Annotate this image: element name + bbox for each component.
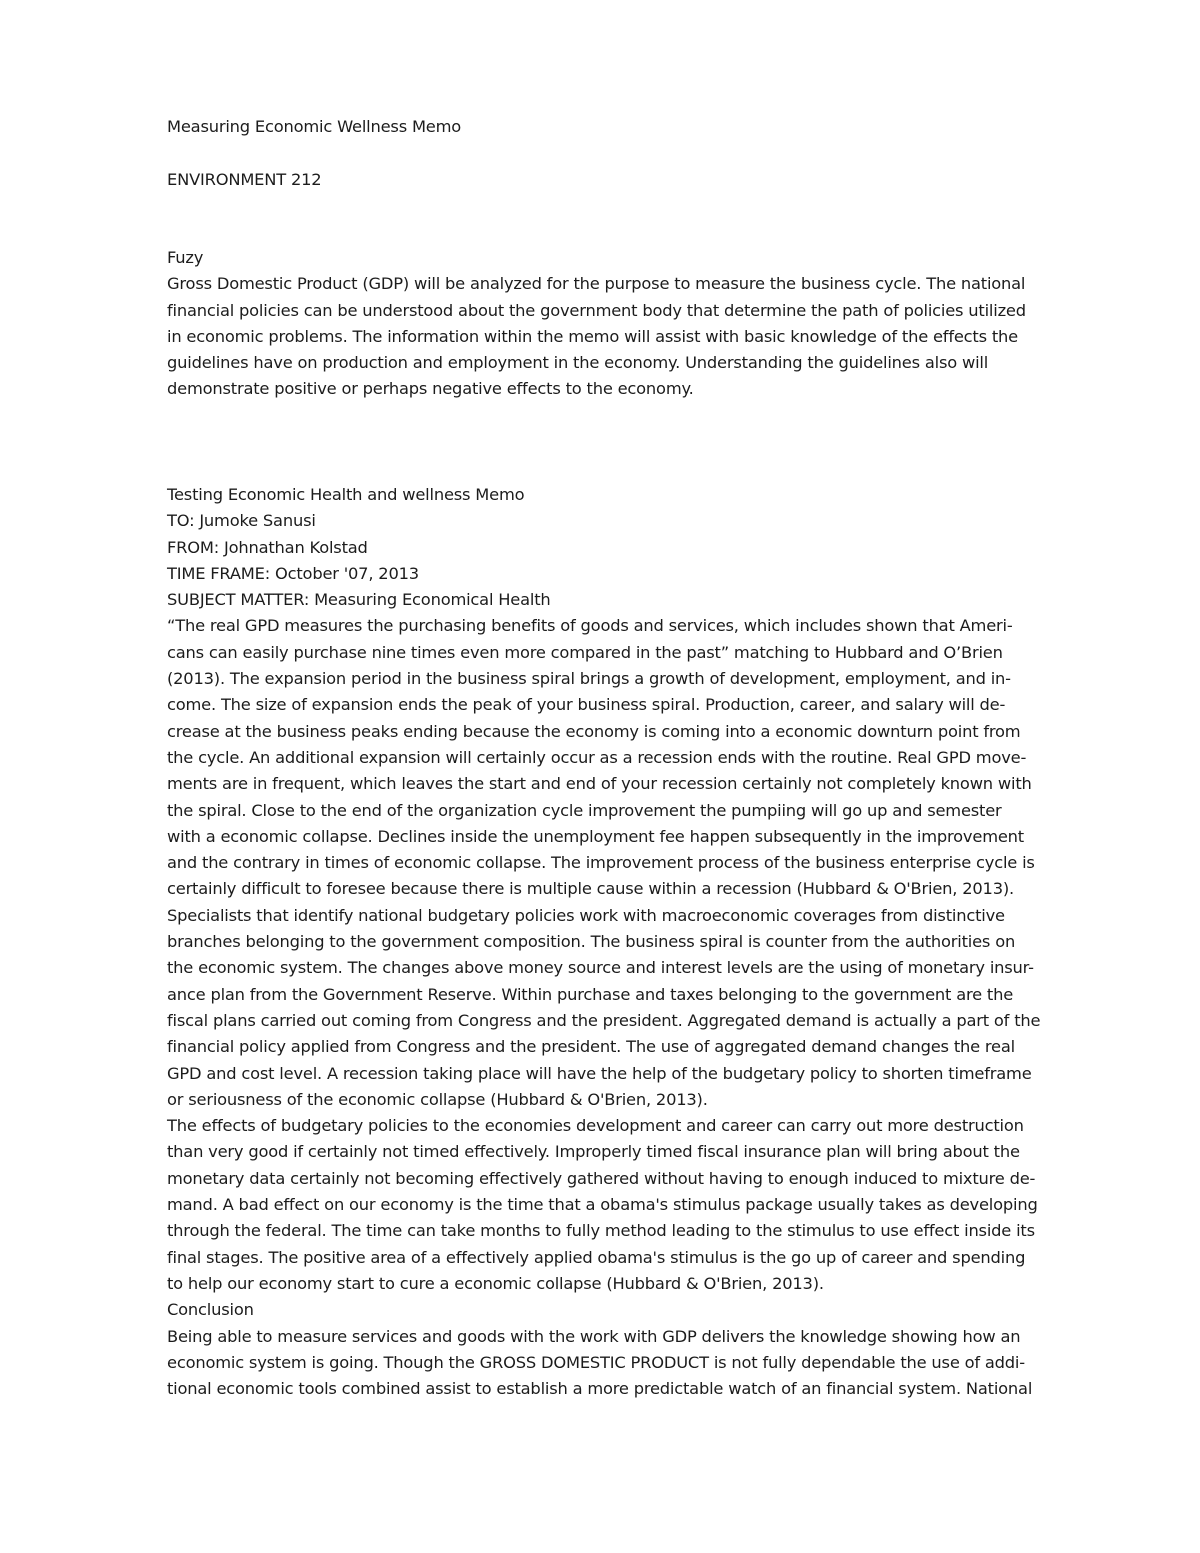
memo-line: FROM: Johnathan Kolstad bbox=[167, 537, 368, 557]
memo-line: ance plan from the Government Reserve. Within purchase and taxes belonging to the government are the bbox=[167, 984, 1014, 1004]
memo-line: “The real GPD measures the purchasing benefits of goods and services, which includes shown that Ameri- bbox=[167, 616, 1013, 636]
memo-line: branches belonging to the government composition. The business spiral is counter from the authorities on bbox=[167, 932, 1016, 952]
memo-line: financial policy applied from Congress and the president. The use of aggregated demand changes the real bbox=[167, 1037, 1015, 1057]
memo-line: come. The size of expansion ends the peak of your business spiral. Production, career, and salary will de- bbox=[167, 695, 1006, 715]
memo-line: fiscal plans carried out coming from Congress and the president. Aggregated demand is actually a part of the bbox=[167, 1010, 1041, 1030]
memo-line: the economic system. The changes above money source and interest levels are the using of monetary insur- bbox=[167, 958, 1034, 978]
intro-line: financial policies can be understood about the government body that determine the path of policies utilized bbox=[167, 300, 1026, 320]
memo-line: SUBJECT MATTER: Measuring Economical Health bbox=[167, 590, 551, 610]
memo-line: (2013). The expansion period in the business spiral brings a growth of development, employment, and in- bbox=[167, 669, 1011, 689]
intro-line: demonstrate positive or perhaps negative effects to the economy. bbox=[167, 379, 694, 399]
intro-line: in economic problems. The information within the memo will assist with basic knowledge of the effects the bbox=[167, 326, 1018, 346]
memo-line: through the federal. The time can take months to fully method leading to the stimulus to use effect inside its bbox=[167, 1221, 1035, 1241]
memo-line: mand. A bad effect on our economy is the time that a obama's stimulus package usually takes as developing bbox=[167, 1195, 1038, 1215]
memo-line: the cycle. An additional expansion will certainly occur as a recession ends with the routine. Real GPD move- bbox=[167, 747, 1027, 767]
memo-line: Specialists that identify national budgetary policies work with macroeconomic coverages from distinctive bbox=[167, 905, 1005, 925]
memo-line: final stages. The positive area of a effectively applied obama's stimulus is the go up of career and spending bbox=[167, 1247, 1026, 1267]
memo-line: crease at the business peaks ending because the economy is coming into a economic downturn point from bbox=[167, 721, 1021, 741]
intro-line: guidelines have on production and employment in the economy. Understanding the guidelines also will bbox=[167, 353, 989, 373]
memo-line: to help our economy start to cure a economic collapse (Hubbard & O'Brien, 2013). bbox=[167, 1273, 824, 1293]
memo-line: with a economic collapse. Declines inside the unemployment fee happen subsequently in the improvement bbox=[167, 826, 1024, 846]
memo-line: certainly difficult to foresee because there is multiple cause within a recession (Hubbard & O'Brien, 2013). bbox=[167, 879, 1014, 899]
memo-line: Being able to measure services and goods with the work with GDP delivers the knowledge showing how an bbox=[167, 1326, 1021, 1346]
memo-line: economic system is going. Though the GROSS DOMESTIC PRODUCT is not fully dependable the use of addi- bbox=[167, 1352, 1025, 1372]
memo-line: tional economic tools combined assist to establish a more predictable watch of an financial system. National bbox=[167, 1379, 1033, 1399]
intro-section bbox=[167, 245, 1117, 403]
memo-line: Testing Economic Health and wellness Memo bbox=[167, 485, 525, 504]
course-code-text: ENVIRONMENT 212 bbox=[167, 170, 322, 189]
memo-line: GPD and cost level. A recession taking place will have the help of the budgetary policy to shorten timeframe bbox=[167, 1063, 1032, 1083]
memo-line: TO: Jumoke Sanusi bbox=[167, 511, 316, 531]
memo-line: ments are in frequent, which leaves the start and end of your recession certainly not completely known with bbox=[167, 774, 1032, 794]
memo-line: cans can easily purchase nine times even more compared in the past” matching to Hubbard and O’Brien bbox=[167, 642, 1003, 662]
memo-line: monetary data certainly not becoming effectively gathered without having to enough induced to mixture de- bbox=[167, 1168, 1036, 1188]
memo-line: the spiral. Close to the end of the organization cycle improvement the pumpiing will go up and semester bbox=[167, 800, 1002, 820]
course-code bbox=[167, 167, 1117, 193]
memo-line: and the contrary in times of economic collapse. The improvement process of the business enterprise cycle is bbox=[167, 853, 1035, 873]
intro-line: Fuzy bbox=[167, 248, 204, 267]
memo-title bbox=[167, 114, 1117, 140]
memo-section bbox=[167, 482, 1117, 1402]
memo-title-text: Measuring Economic Wellness Memo bbox=[167, 117, 462, 136]
memo-line: or seriousness of the economic collapse (Hubbard & O'Brien, 2013). bbox=[167, 1089, 708, 1109]
intro-line: Gross Domestic Product (GDP) will be analyzed for the purpose to measure the business cycle. The national bbox=[167, 274, 1026, 294]
memo-line: TIME FRAME: October '07, 2013 bbox=[167, 563, 419, 583]
memo-line: Conclusion bbox=[167, 1300, 254, 1320]
memo-line: The effects of budgetary policies to the economies development and career can carry out more destruction bbox=[167, 1116, 1024, 1136]
memo-line: than very good if certainly not timed effectively. Improperly timed fiscal insurance plan will bring about the bbox=[167, 1142, 1020, 1162]
